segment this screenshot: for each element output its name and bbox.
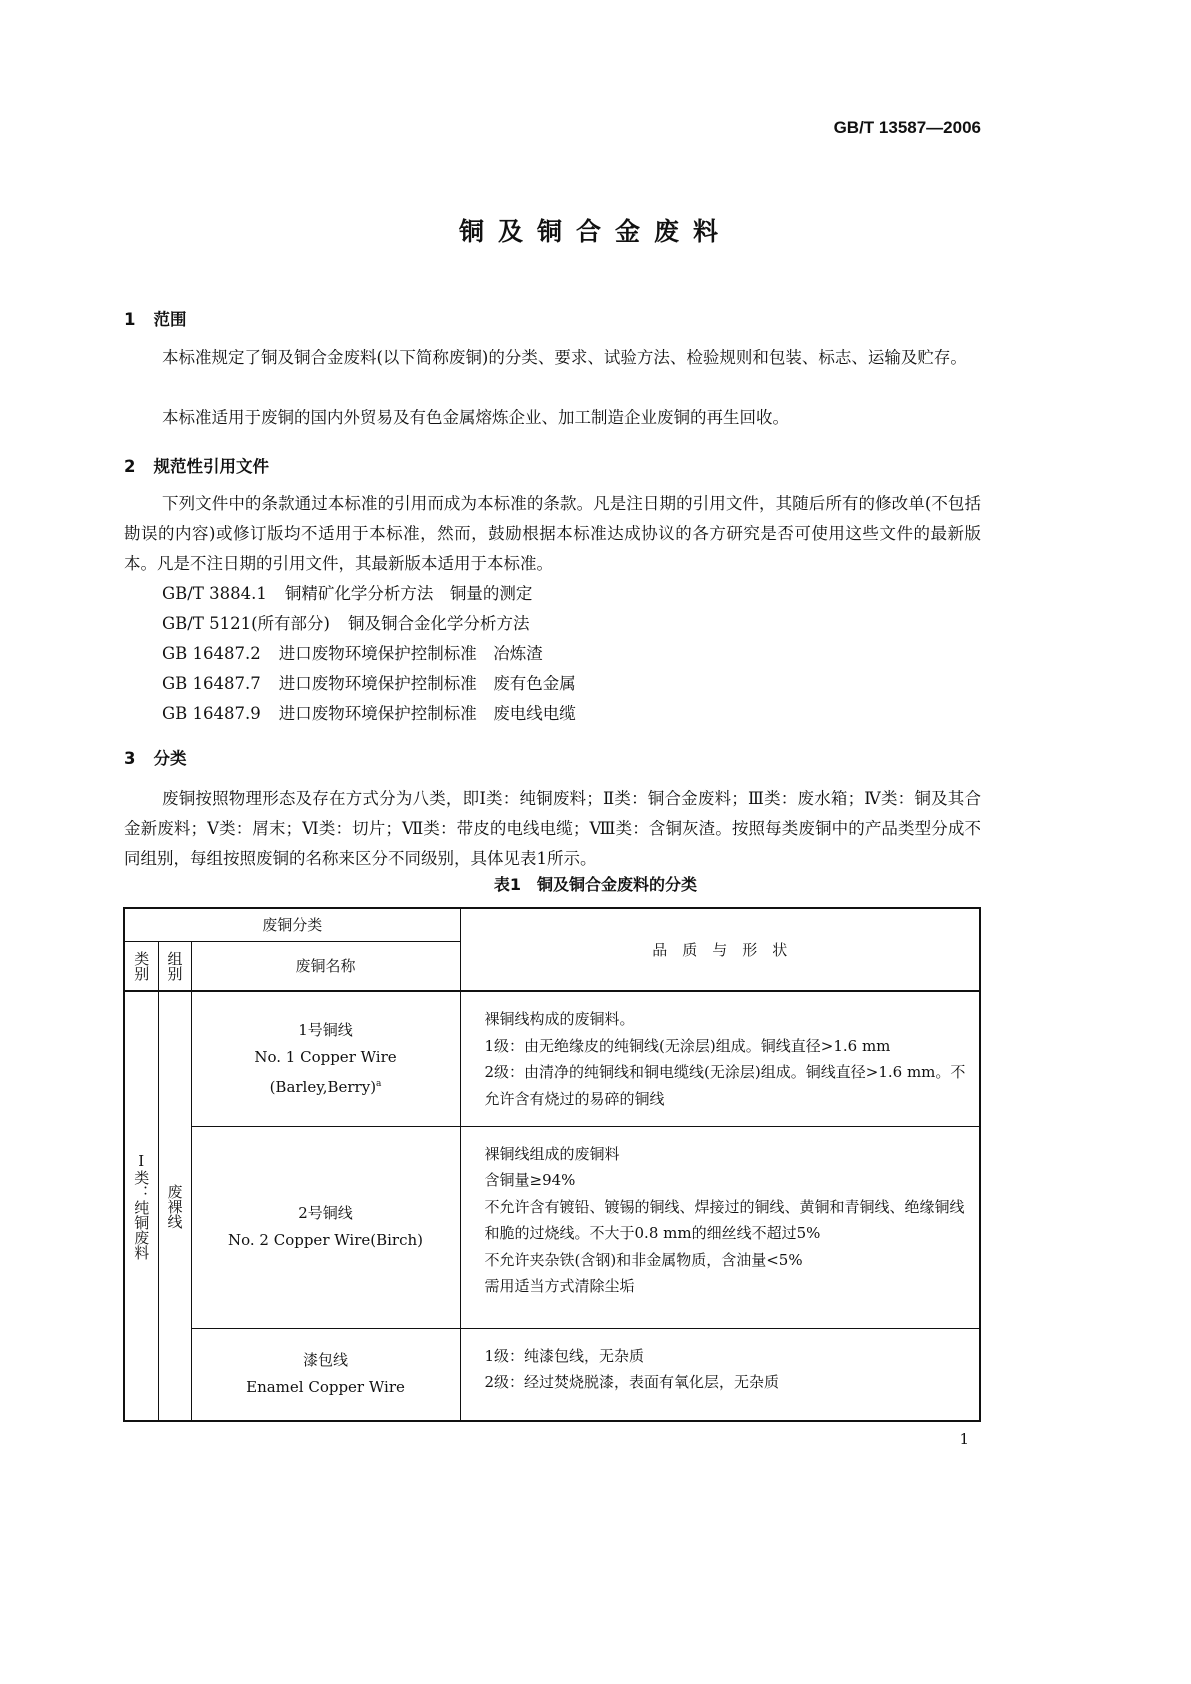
header-group: 组别 [165, 950, 184, 981]
section-3-heading: 3 分类 [124, 749, 187, 768]
page-number: 1 [959, 1430, 969, 1448]
quality-cell: 1级：纯漆包线，无杂质 2级：经过焚烧脱漆，表面有氧化层，无杂质 [460, 1328, 980, 1421]
name-cell: 1号铜线 No. 1 Copper Wire (Barley,Berry)$^a$ [191, 991, 460, 1126]
table-row [124, 991, 980, 1126]
document-title: 铜及铜合金废料 [458, 217, 732, 246]
section-2-para-1: 下列文件中的条款通过本标准的引用而成为本标准的条款。凡是注日期的引用文件，其随后所有的修改单(不包括勘误的内容)或修订版均不适用于本标准，然而，鼓励根据本标准达成协议的各方研究是否可使用这些文件的最新版本。凡是不注日期的引用文件，其最新版本适用于本标准。 [124, 494, 981, 573]
header-quality: 品 质 与 形 状 [460, 908, 980, 991]
quality-cell: 裸铜线组成的废铜料 含铜量≥94% 不允许含有镀铅、镀锡的铜线、焊接过的铜线、黄铜和青铜线、绝缘铜线和脆的过烧线。不大于0.8 mm的细丝线不超过5% 不允许夹杂铁(含钢)和非金属物质，含油量<5% 需用适当方式清除尘垢 [460, 1126, 980, 1328]
table-row [124, 1328, 980, 1421]
classification-table [123, 907, 981, 1422]
header-class: 类别 [132, 950, 151, 981]
section-2-heading: 2 规范性引用文件 [124, 457, 269, 476]
section-1-heading: 1 范围 [124, 310, 187, 329]
reference-item: GB 16487.7 进口废物环境保护控制标准 废有色金属 [162, 674, 576, 693]
section-3-para-1: 废铜按照物理形态及存在方式分为八类，即Ⅰ类：纯铜废料；Ⅱ类：铜合金废料；Ⅲ类：废水箱；Ⅳ类：铜及其合金新废料；Ⅴ类：屑末；Ⅵ类：切片；Ⅶ类：带皮的电线电缆；Ⅷ类：含铜灰渣。按照每类废铜中的产品类型分成不同组别，每组按照废铜的名称来区分不同级别，具体见表1所示。 [124, 789, 981, 868]
reference-item: GB/T 3884.1 铜精矿化学分析方法 铜量的测定 [162, 584, 533, 603]
section-1-para-1: 本标准规定了铜及铜合金废料(以下简称废铜)的分类、要求、试验方法、检验规则和包装、标志、运输及贮存。 [162, 348, 967, 367]
group-cell: 废裸线 [165, 1183, 184, 1229]
name-cell: 2号铜线 No. 2 Copper Wire(Birch) [191, 1126, 460, 1328]
class-cell: Ⅰ类：纯铜废料 [132, 1152, 151, 1260]
header-classification: 废铜分类 [124, 908, 460, 941]
reference-item: GB/T 5121(所有部分) 铜及铜合金化学分析方法 [162, 614, 530, 633]
section-1-para-2: 本标准适用于废铜的国内外贸易及有色金属熔炼企业、加工制造企业废铜的再生回收。 [162, 408, 789, 427]
standard-number: GB/T 13587—2006 [833, 118, 981, 137]
header-name: 废铜名称 [191, 941, 460, 991]
quality-cell: 裸铜线构成的废铜料。 1级：由无绝缘皮的纯铜线(无涂层)组成。铜线直径>1.6 mm 2级：由清净的纯铜线和铜电缆线(无涂层)组成。铜线直径>1.6 mm。不允许含有烧过的易碎的铜线 [460, 991, 980, 1126]
table-caption: 表1 铜及铜合金废料的分类 [493, 875, 698, 894]
table-row [124, 1126, 980, 1328]
reference-item: GB 16487.9 进口废物环境保护控制标准 废电线电缆 [162, 704, 576, 723]
reference-item: GB 16487.2 进口废物环境保护控制标准 冶炼渣 [162, 644, 543, 663]
name-cell: 漆包线 Enamel Copper Wire [191, 1328, 460, 1421]
